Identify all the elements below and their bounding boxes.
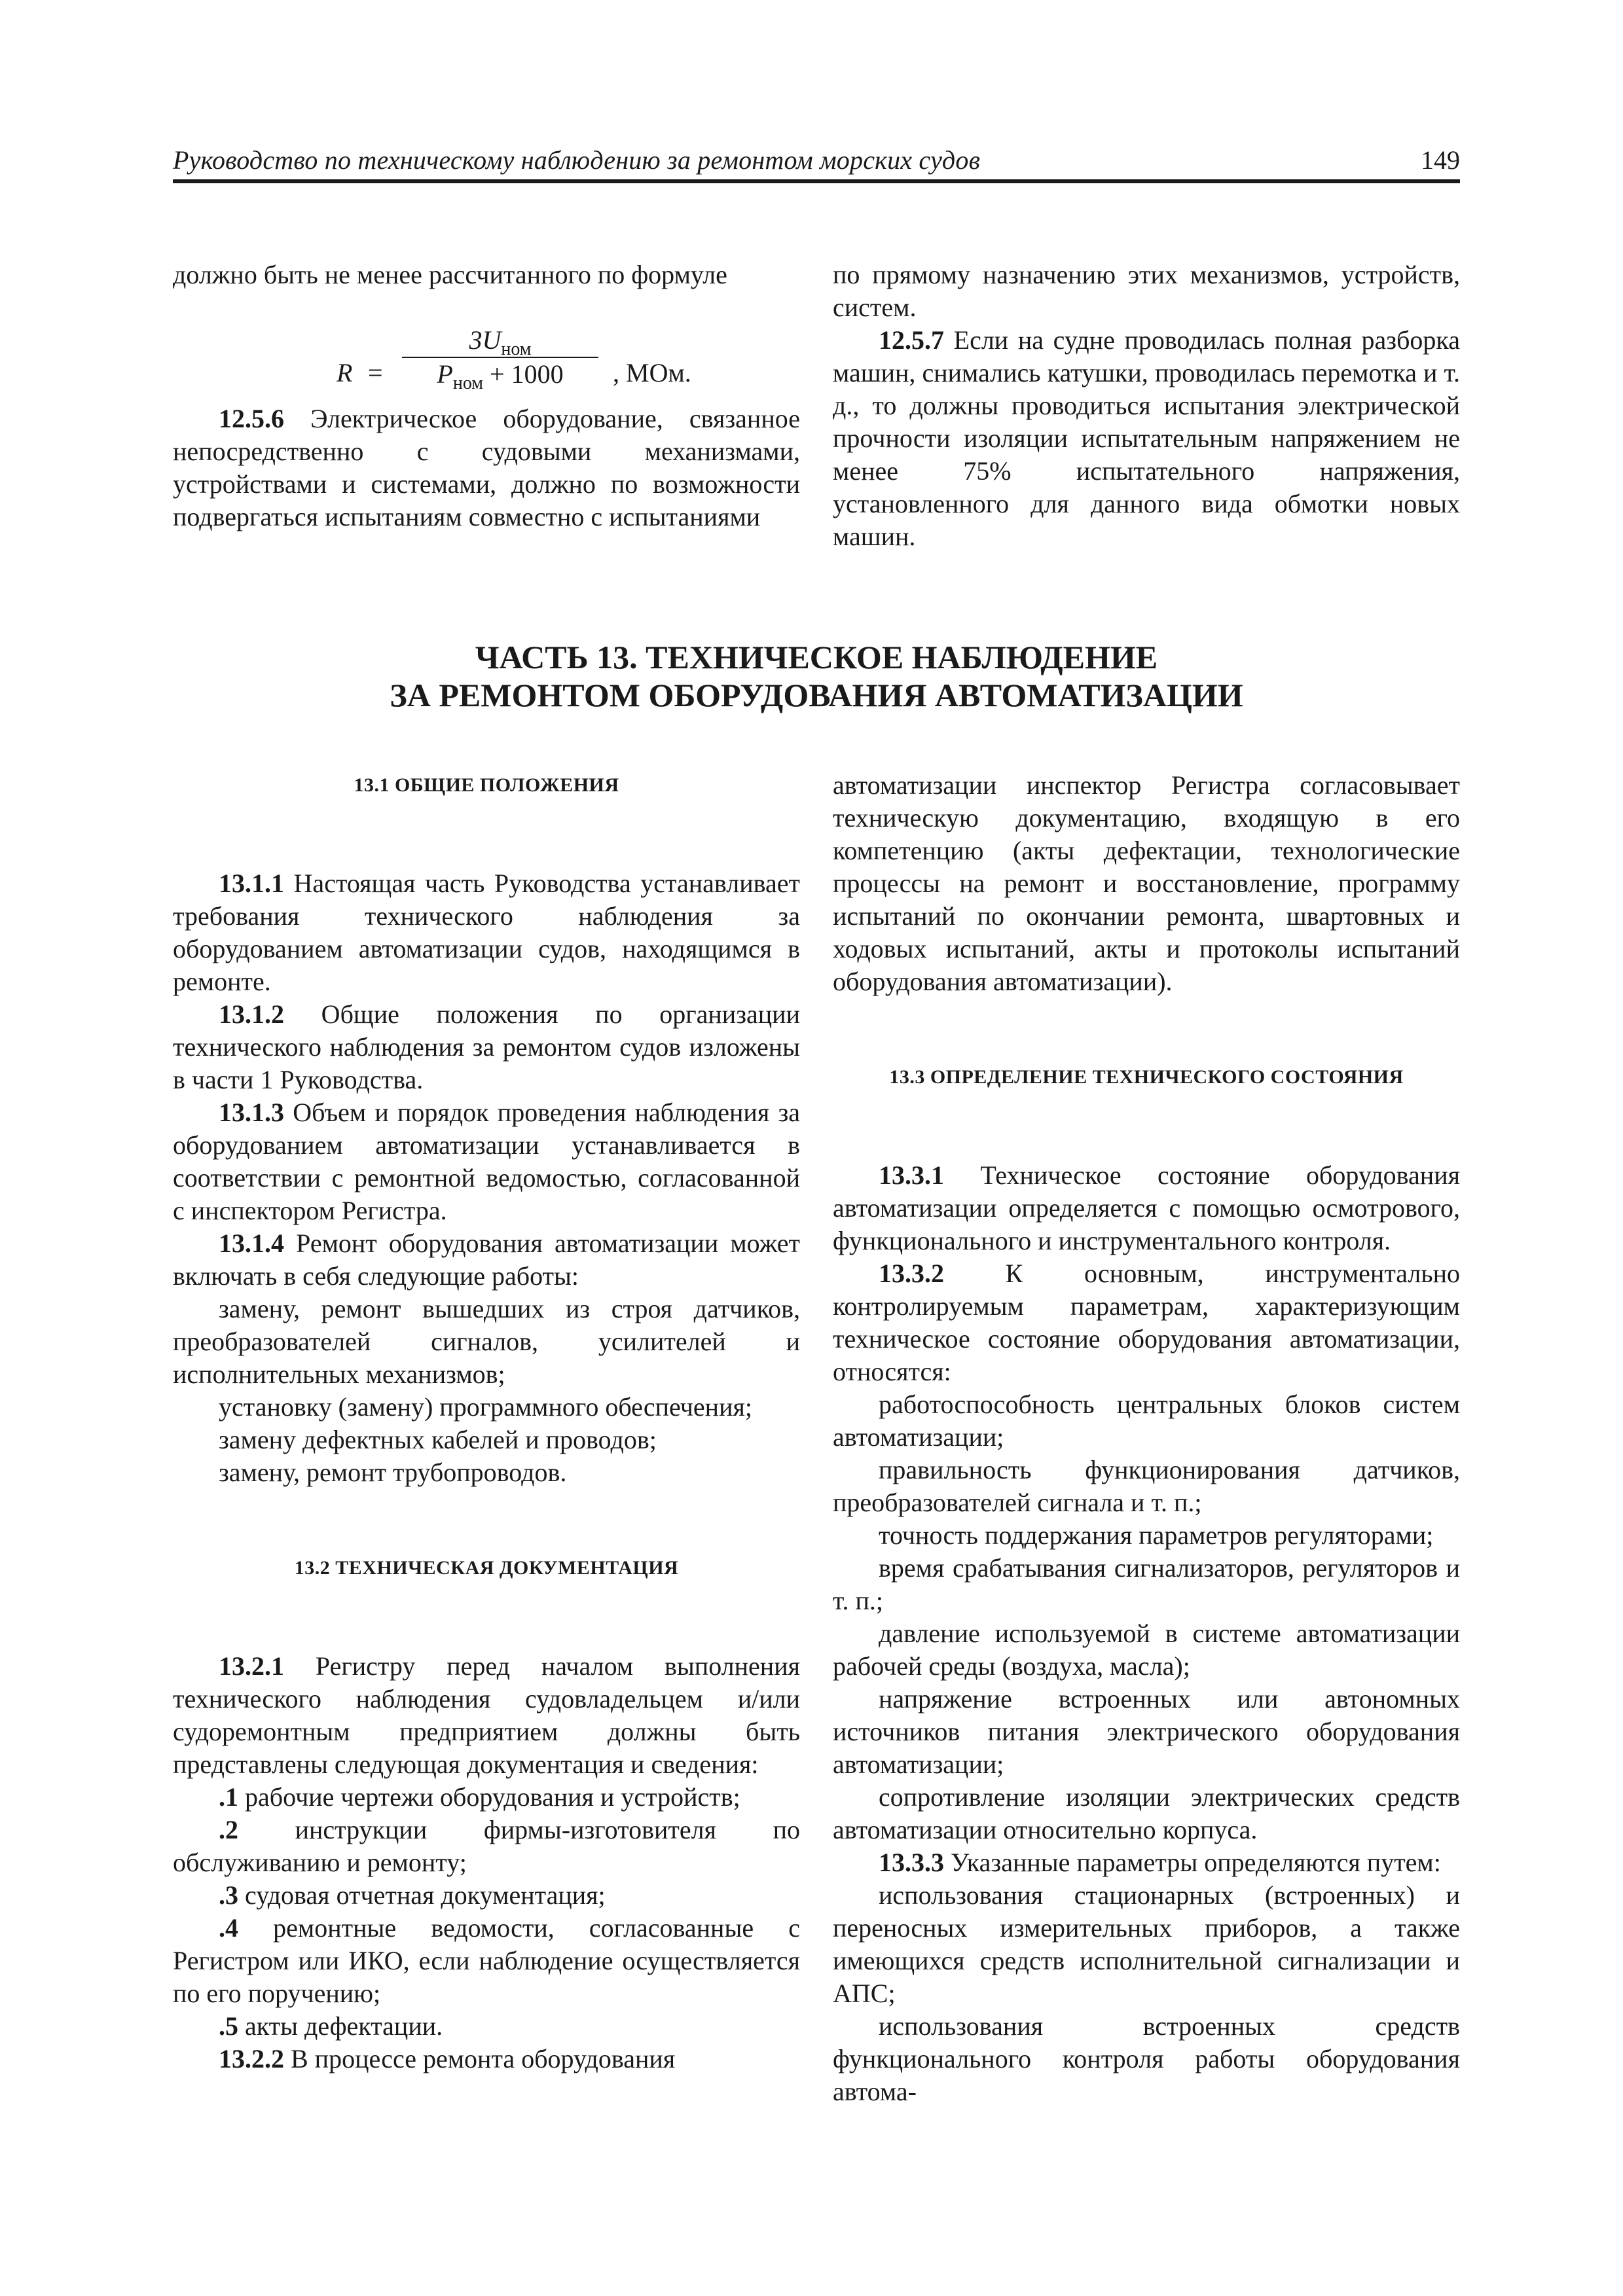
- top-right-column: [833, 259, 1460, 553]
- list-item: точность поддержания параметров регуляторами;: [879, 1520, 1434, 1550]
- paragraph-13-1-1: 13.1.1 Настоящая часть Руководства устанавливает требования технического наблюдения за оборудованием автоматизации судов, находящимся в ремонте.: [173, 869, 800, 996]
- paragraph-13-3-3: 13.3.3 Указанные параметры определяются путем:: [879, 1848, 1441, 1877]
- list-item: напряжение встроенных или автономных источников питания электрического оборудования автоматизации;: [833, 1684, 1460, 1779]
- formula-denominator: $P_{ном} + 1000$: [437, 359, 564, 393]
- formula-unit: , МОм.: [613, 358, 691, 387]
- paragraph-12-5-6: 12.5.6 Электрическое оборудование, связанное непосредственно с судовыми механизмами, устройствами и системами, должно по возможности подвергаться испытаниям совместно с испытаниями: [173, 404, 800, 531]
- formula-fraction: [402, 324, 598, 391]
- paragraph-13-2-2: 13.2.2 В процессе ремонта оборудования: [219, 2044, 676, 2073]
- paragraph-continuation: по прямому назначению этих механизмов, устройств, систем.: [833, 260, 1460, 322]
- list-item: использования стационарных (встроенных) и переносных измерительных приборов, а также имеющихся средств исполнительной сигнализации и АПС;: [833, 1880, 1460, 2008]
- list-item: замену дефектных кабелей и проводов;: [219, 1425, 657, 1454]
- paragraph-13-3-2: 13.3.2 К основным, инструментально контролируемым параметрам, характеризующим техническое состояние оборудования автоматизации, относятся:: [833, 1259, 1460, 1386]
- list-item: .5 акты дефектации.: [219, 2011, 443, 2041]
- paragraph-13-1-4: 13.1.4 Ремонт оборудования автоматизации может включать в себя следующие работы:: [173, 1229, 800, 1291]
- list-item: замену, ремонт вышедших из строя датчиков, преобразователей сигналов, усилителей и исполнительных механизмов;: [173, 1294, 800, 1389]
- paragraph-13-1-3: 13.1.3 Объем и порядок проведения наблюдения за оборудованием автоматизации устанавливается в соответствии с ремонтной ведомостью, согласованной с инспектором Регистра.: [173, 1098, 800, 1225]
- section-heading-13-3: 13.3 ОПРЕДЕЛЕНИЕ ТЕХНИЧЕСКОГО СОСТОЯНИЯ: [889, 1066, 1404, 1088]
- resistance-formula: [173, 291, 800, 403]
- list-item: время срабатывания сигнализаторов, регуляторов и т. п.;: [833, 1553, 1460, 1615]
- list-item: правильность функционирования датчиков, преобразователей сигнала и т. п.;: [833, 1455, 1460, 1517]
- page-number: 149: [1421, 145, 1460, 175]
- list-item: .2 инструкции фирмы-изготовителя по обслуживанию и ремонту;: [173, 1815, 800, 1877]
- list-item: замену, ремонт трубопроводов.: [219, 1458, 567, 1487]
- part-title-line-2: ЗА РЕМОНТОМ ОБОРУДОВАНИЯ АВТОМАТИЗАЦИИ: [390, 677, 1243, 713]
- list-item: .3 судовая отчетная документация;: [219, 1880, 606, 1910]
- formula-intro: должно быть не менее рассчитанного по формуле: [173, 260, 727, 289]
- list-item: .1 рабочие чертежи оборудования и устройств;: [219, 1782, 740, 1812]
- list-item: работоспособность центральных блоков систем автоматизации;: [833, 1390, 1460, 1452]
- top-left-column: [173, 259, 800, 533]
- part-title: [173, 638, 1460, 714]
- section-heading-13-1: 13.1 ОБЩИЕ ПОЛОЖЕНИЯ: [354, 774, 619, 796]
- section-heading-13-2: 13.2 ТЕХНИЧЕСКАЯ ДОКУМЕНТАЦИЯ: [294, 1557, 679, 1579]
- list-item: сопротивление изоляции электрических средств автоматизации относительно корпуса.: [833, 1782, 1460, 1844]
- running-header: [173, 143, 1460, 183]
- paragraph-13-1-2: 13.1.2 Общие положения по организации технического наблюдения за ремонтом судов изложены в части 1 Руководства.: [173, 999, 800, 1094]
- paragraph-13-3-1: 13.3.1 Техническое состояние оборудования автоматизации определяется с помощью осмотрового, функционального и инструментального контроля.: [833, 1160, 1460, 1255]
- formula-numerator: $3U_{ном}$: [402, 324, 598, 358]
- formula-lhs: R: [337, 358, 353, 387]
- list-item: использования встроенных средств функционального контроля работы оборудования автома-: [833, 2011, 1460, 2106]
- header-title: Руководство по техническому наблюдению за ремонтом морских судов: [173, 145, 981, 175]
- paragraph-12-5-7: 12.5.7 Если на судне проводилась полная разборка машин, снимались катушки, проводилась перемотка и т. д., то должны проводиться испытания электрической прочности изоляции испытательным напряжением не менее 75% испытательного напряжения, установленного для данного вида обмотки новых машин.: [833, 325, 1460, 551]
- bottom-left-column: [173, 769, 800, 2075]
- bottom-right-column: [833, 769, 1460, 2108]
- list-item: давление используемой в системе автоматизации рабочей среды (воздуха, масла);: [833, 1619, 1460, 1681]
- list-item: установку (замену) программного обеспечения;: [219, 1392, 752, 1422]
- paragraph-13-2-1: 13.2.1 Регистру перед началом выполнения технического наблюдения судовладельцем и/или судоремонтным предприятием должны быть представлены следующая документация и сведения:: [173, 1651, 800, 1779]
- list-item: .4 ремонтные ведомости, согласованные с Регистром или ИКО, если наблюдение осуществляется по его поручению;: [173, 1913, 800, 2008]
- part-title-line-1: ЧАСТЬ 13. ТЕХНИЧЕСКОЕ НАБЛЮДЕНИЕ: [475, 639, 1158, 675]
- paragraph-continuation: автоматизации инспектор Регистра согласовывает техническую документацию, входящую в его компетенцию (акты дефектации, технологические процессы на ремонт и восстановление, программу испытаний по окончании ремонта, швартовных и ходовых испытаний, акты и протоколы испытаний оборудования автоматизации).: [833, 770, 1460, 996]
- formula-equals: =: [368, 358, 383, 387]
